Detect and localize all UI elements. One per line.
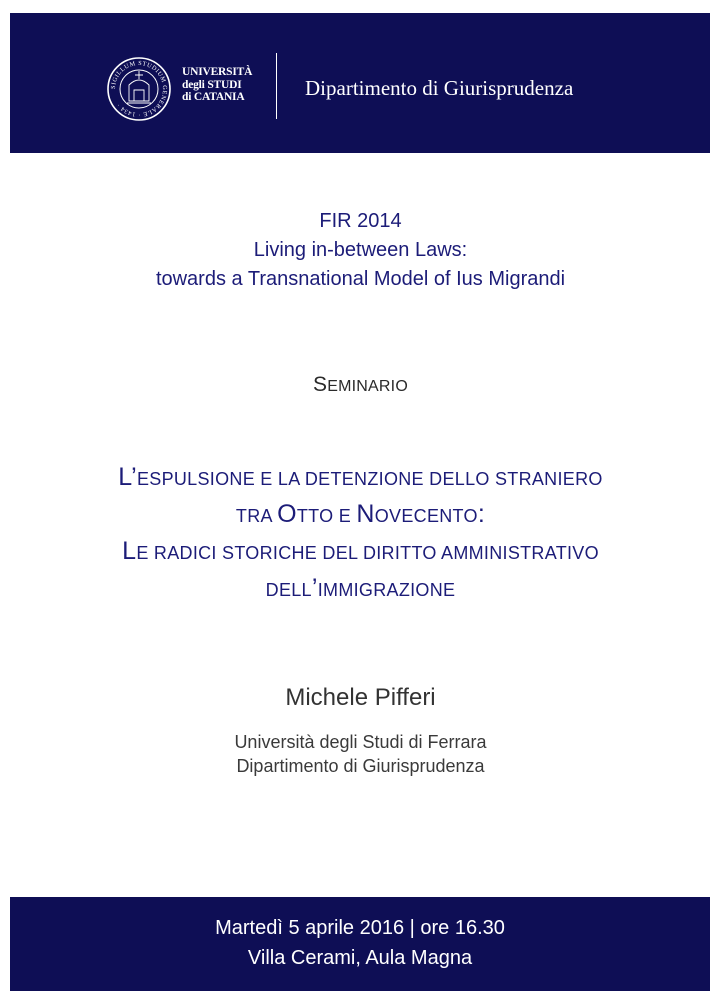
university-seal-logo	[107, 57, 171, 121]
seminar-title-line2	[0, 497, 721, 534]
title-segment: TRA	[235, 506, 278, 526]
title-segment: OVECENTO	[374, 506, 478, 526]
footer-banner	[10, 897, 710, 991]
seminar-title-line3	[0, 534, 721, 571]
svg-text:SIGILLUM STUDIUM GENERALE · 14: SIGILLUM STUDIUM GENERALE · 1434 ·	[109, 59, 169, 119]
title-segment: DELL	[265, 580, 312, 600]
department-title: Dipartimento di Giurisprudenza	[305, 76, 574, 100]
title-segment: TTO E	[296, 506, 357, 526]
project-title-line2: towards a Transnational Model of Ius Migrandi	[155, 268, 566, 290]
header-divider	[276, 53, 277, 119]
event-date-time: Martedì 5 aprile 2016 | ore 16.30	[215, 917, 505, 939]
university-name: UNIVERSITÀ degli STUDI di CATANIA	[182, 66, 253, 103]
seminar-title-line1	[0, 460, 721, 497]
header-banner	[10, 13, 710, 153]
title-segment: IMMIGRAZIONE	[317, 580, 456, 600]
event-venue: Villa Cerami, Aula Magna	[247, 947, 473, 969]
title-segment: N	[356, 500, 375, 528]
speaker-name: Michele Pifferi	[285, 684, 436, 711]
project-title-line1: Living in-between Laws:	[253, 239, 468, 261]
project-block	[0, 207, 721, 294]
seminar-title-line4	[0, 571, 721, 608]
affiliation-department: Dipartimento di Giurisprudenza	[236, 756, 485, 776]
title-segment: O	[277, 500, 297, 528]
seminar-label: SEMINARIO	[313, 373, 408, 396]
title-segment: E RADICI STORICHE DEL DIRITTO AMMINISTRATIVO	[136, 543, 599, 563]
title-segment: L’	[118, 463, 137, 491]
title-segment: ESPULSIONE E LA DETENZIONE DELLO STRANIERO	[136, 469, 603, 489]
project-code: FIR 2014	[319, 210, 402, 232]
title-segment: L	[122, 537, 137, 565]
title-segment: :	[477, 500, 486, 528]
seminar-title	[0, 460, 721, 608]
affiliation-university: Università degli Studi di Ferrara	[234, 732, 487, 752]
speaker-affiliation	[0, 730, 721, 778]
title-segment: ’	[311, 574, 318, 602]
